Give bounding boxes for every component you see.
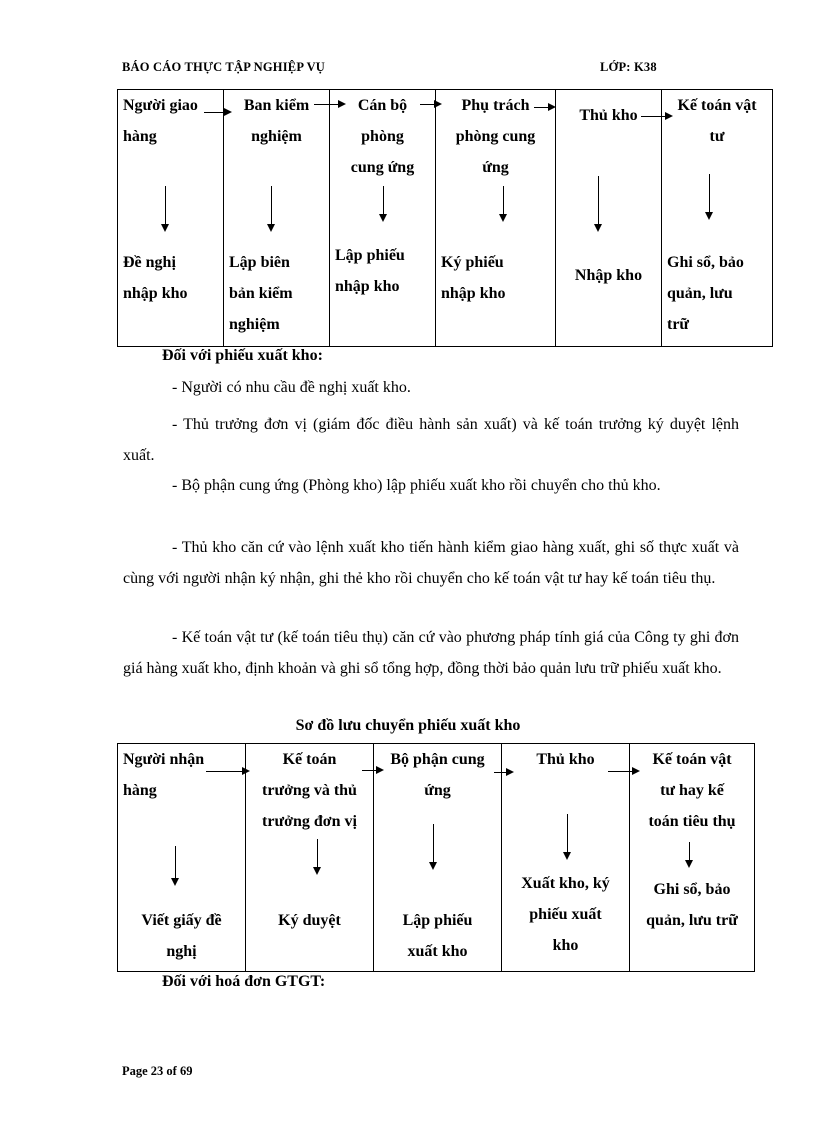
page-number: Page 23 of 69	[122, 1064, 193, 1078]
flow2-col1-top-2: hàng	[123, 782, 157, 799]
flow1-col5-bottom-1: Nhập kho	[574, 267, 643, 284]
flow1-col3-bottom-2: nhập kho	[335, 278, 400, 295]
flow1-col-3	[330, 90, 436, 346]
flow1-col-5	[556, 90, 662, 346]
flow1-col4-bottom-2: nhập kho	[441, 285, 506, 302]
flow1-col4-top-3: ứng	[482, 159, 509, 176]
paragraph-3: - Bộ phận cung ứng (Phòng kho) lập phiếu xuất kho rồi chuyển cho thủ kho.	[172, 477, 661, 494]
flow1-col4-bottom-1: Ký phiếu	[441, 254, 504, 271]
section-gtgt-heading: Đối với hoá đơn GTGT:	[162, 973, 326, 990]
flow1-col1-top-2: hàng	[123, 128, 157, 145]
flow2-col5-top-1: Kế toán vật	[652, 751, 732, 768]
flow1-col4-top-1: Phụ trách	[461, 97, 530, 114]
flow2-col-5	[630, 744, 754, 971]
flow1-col6-bottom-1: Ghi sổ, bảo	[667, 254, 744, 271]
flow2-col5-bottom-2: quản, lưu trữ	[646, 912, 738, 929]
page-header-right: LỚP: K38	[600, 60, 657, 74]
flow2-col-1	[118, 744, 246, 971]
paragraph-5: - Kế toán vật tư (kế toán tiêu thụ) căn cứ vào phương pháp tính giá của Công ty ghi đơn giá hàng xuất kho, định khoản và ghi sổ tổng hợp, đồng thời bảo quản lưu trữ phiếu xuất kho.	[123, 629, 739, 677]
flow1-col-4	[436, 90, 556, 346]
flow1-col3-top-3: cung ứng	[350, 159, 415, 176]
flow2-col2-bottom-1: Ký duyệt	[278, 912, 341, 929]
flow2-col3-bottom-1: Lập phiếu	[402, 912, 473, 929]
flow1-col2-bottom-3: nghiệm	[229, 316, 280, 333]
flow-xuat-kho	[117, 743, 755, 972]
flow2-col2-top-2: trưởng và thủ	[262, 782, 357, 799]
flow2-col1-top-1: Người nhận	[123, 751, 205, 768]
flow1-col6-bottom-3: trữ	[667, 316, 690, 333]
flow2-col2-top-3: trưởng đơn vị	[262, 813, 357, 830]
flow2-col-3	[374, 744, 502, 971]
flow1-col3-bottom-1: Lập phiếu	[335, 247, 405, 264]
flow2-col5-bottom-1: Ghi sổ, bảo	[653, 881, 731, 898]
flow1-col2-top-2: nghiệm	[251, 128, 302, 145]
flow1-col5-top-1: Thủ kho	[579, 107, 638, 124]
paragraph-1: - Người có nhu cầu đề nghị xuất kho.	[172, 379, 411, 396]
flow2-col-2	[246, 744, 374, 971]
flow2-col5-top-3: toán tiêu thụ	[648, 813, 736, 830]
flow2-col4-bottom-3: kho	[552, 937, 579, 954]
paragraph-2: - Thủ trưởng đơn vị (giám đốc điều hành sản xuất) và kế toán trưởng ký duyệt lệnh xuất.	[123, 416, 739, 464]
flow1-col2-bottom-2: bản kiểm	[229, 285, 293, 302]
flow1-col3-top-1: Cán bộ	[357, 97, 408, 114]
flow1-col2-top-1: Ban kiểm	[243, 97, 310, 114]
flow2-col1-bottom-2: nghị	[166, 943, 197, 960]
flow2-col4-bottom-2: phiếu xuất	[529, 906, 602, 923]
flow1-col1-bottom-1: Đề nghị	[123, 254, 176, 271]
flow1-col2-bottom-1: Lập biên	[229, 254, 290, 271]
flow2-col3-top-1: Bộ phận cung	[390, 751, 485, 768]
flow2-col1-bottom-1: Viết giấy đề	[141, 912, 222, 929]
section-xuat-kho-heading: Đối với phiếu xuất kho:	[162, 347, 323, 364]
flow1-col-1	[118, 90, 224, 346]
flow1-col3-top-2: phòng	[361, 128, 404, 145]
flow2-col2-top-1: Kế toán	[282, 751, 337, 768]
flow1-col4-top-2: phòng cung	[455, 128, 536, 145]
flow2-col4-bottom-1: Xuất kho, ký	[521, 875, 610, 892]
flow1-col-6	[662, 90, 772, 346]
flow2-col-4	[502, 744, 630, 971]
flow2-col4-top-1: Thủ kho	[536, 751, 595, 768]
flow2-col3-top-2: ứng	[424, 782, 451, 799]
paragraph-4: - Thủ kho căn cứ vào lệnh xuất kho tiến hành kiểm giao hàng xuất, ghi số thực xuất và cùng với người nhận ký nhận, ghi thẻ kho rồi chuyển cho kế toán vật tư hay kế toán tiêu thụ.	[123, 539, 739, 587]
page-header-left: BÁO CÁO THỰC TẬP NGHIỆP VỤ	[122, 60, 326, 74]
flow-nhap-kho	[117, 89, 773, 347]
flow1-col6-top-2: tư	[709, 128, 725, 145]
flow1-col6-bottom-2: quản, lưu	[667, 285, 733, 302]
flow1-col1-top-1: Người giao	[123, 97, 198, 114]
flow2-col3-bottom-2: xuất kho	[407, 943, 468, 960]
flow2-col5-top-2: tư hay kế	[660, 782, 724, 799]
flow1-col-2	[224, 90, 330, 346]
flow1-col6-top-1: Kế toán vật	[677, 97, 757, 114]
flow2-title: Sơ đồ lưu chuyển phiếu xuất kho	[295, 717, 521, 734]
flow1-col1-bottom-2: nhập kho	[123, 285, 188, 302]
